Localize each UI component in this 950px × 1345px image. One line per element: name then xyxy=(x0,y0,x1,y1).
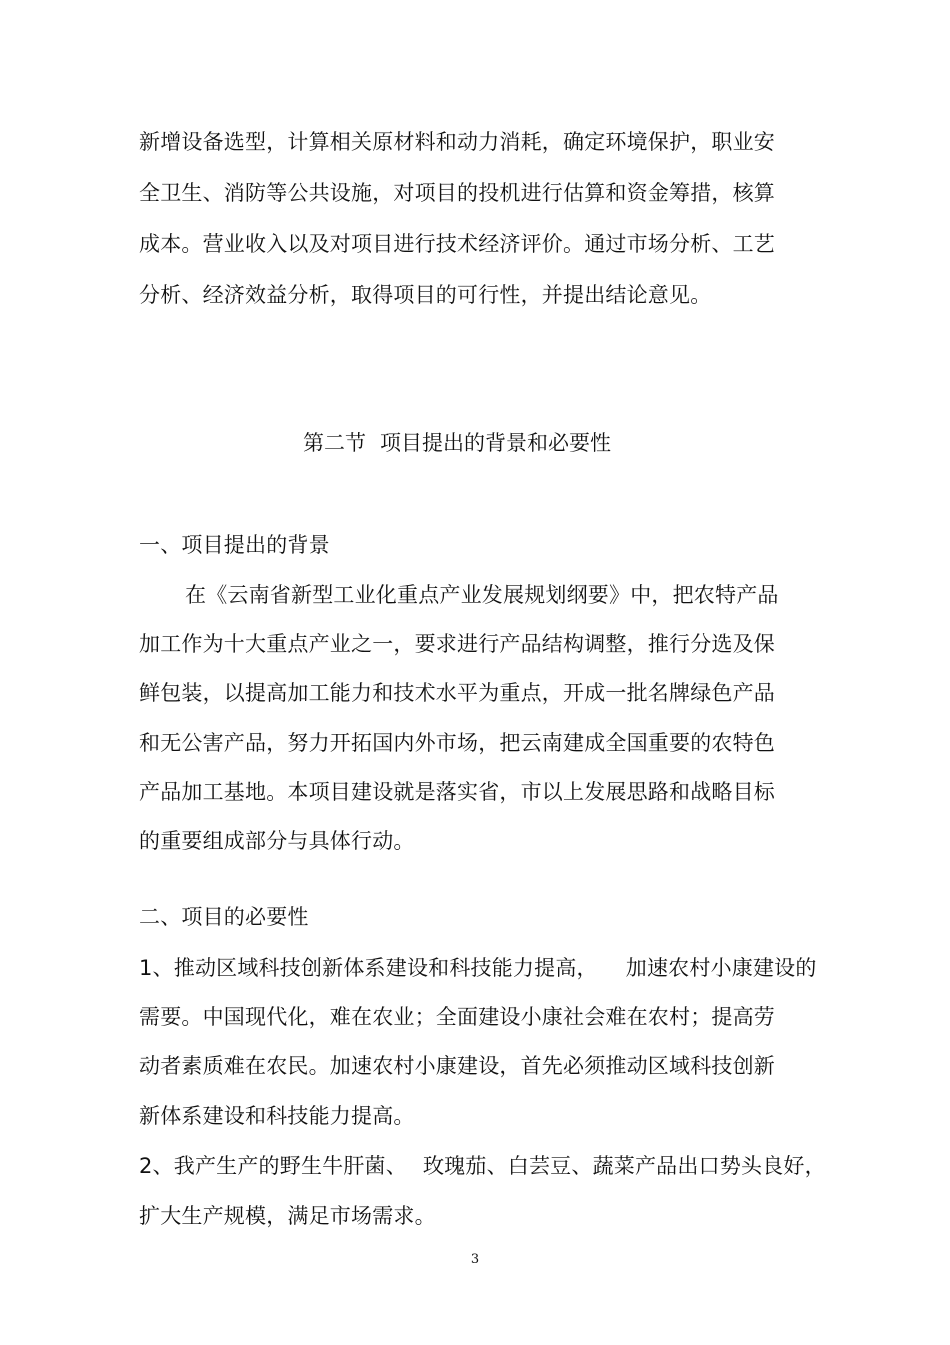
subsection-heading-necessity: 二、项目的必要性 xyxy=(139,905,309,929)
text-line: 分析、经济效益分析，取得项目的可行性，并提出结论意见。 xyxy=(139,283,712,307)
item-2-text-a: 2、我产生产的野生牛肝菌、 xyxy=(139,1154,407,1178)
text-line: 和无公害产品，努力开拓国内外市场，把云南建成全国重要的农特色 xyxy=(139,731,775,755)
item-1-text-a: 1、推动区域科技创新体系建设和科技能力提高， xyxy=(139,956,598,980)
text-line: 需要。中国现代化，难在农业；全面建设小康社会难在农村；提高劳 xyxy=(139,1005,775,1029)
item-2-text-b: 玫瑰茄、白芸豆、蔬菜产品出口势头良好， xyxy=(422,1154,826,1178)
section-heading xyxy=(303,430,611,456)
text-line: 的重要组成部分与具体行动。 xyxy=(139,829,415,853)
text-line xyxy=(139,1153,826,1179)
text-line: 在《云南省新型工业化重点产业发展规划纲要》中，把农特产品 xyxy=(185,583,779,607)
text-line: 新增设备选型，计算相关原材料和动力消耗，确定环境保护，职业安 xyxy=(139,130,775,154)
section-title: 项目提出的背景和必要性 xyxy=(380,431,611,455)
section-number: 第二节 xyxy=(303,431,366,455)
page-number: 3 xyxy=(470,1252,480,1267)
text-line: 成本。营业收入以及对项目进行技术经济评价。通过市场分析、工艺 xyxy=(139,232,775,256)
text-line: 鲜包装，以提高加工能力和技术水平为重点，开成一批名牌绿色产品 xyxy=(139,681,775,705)
subsection-heading-background: 一、项目提出的背景 xyxy=(139,533,330,557)
text-line: 新体系建设和科技能力提高。 xyxy=(139,1104,415,1128)
text-line: 动者素质难在农民。加速农村小康建设，首先必须推动区域科技创新 xyxy=(139,1054,775,1078)
text-line: 扩大生产规模，满足市场需求。 xyxy=(139,1204,436,1228)
text-line: 全卫生、消防等公共设施，对项目的投机进行估算和资金筹措，核算 xyxy=(139,181,775,205)
item-1-text-b: 加速农村小康建设的 xyxy=(625,956,817,980)
text-line: 产品加工基地。本项目建设就是落实省，市以上发展思路和战略目标 xyxy=(139,780,775,804)
text-line xyxy=(139,955,817,981)
text-line: 加工作为十大重点产业之一，要求进行产品结构调整，推行分选及保 xyxy=(139,632,775,656)
